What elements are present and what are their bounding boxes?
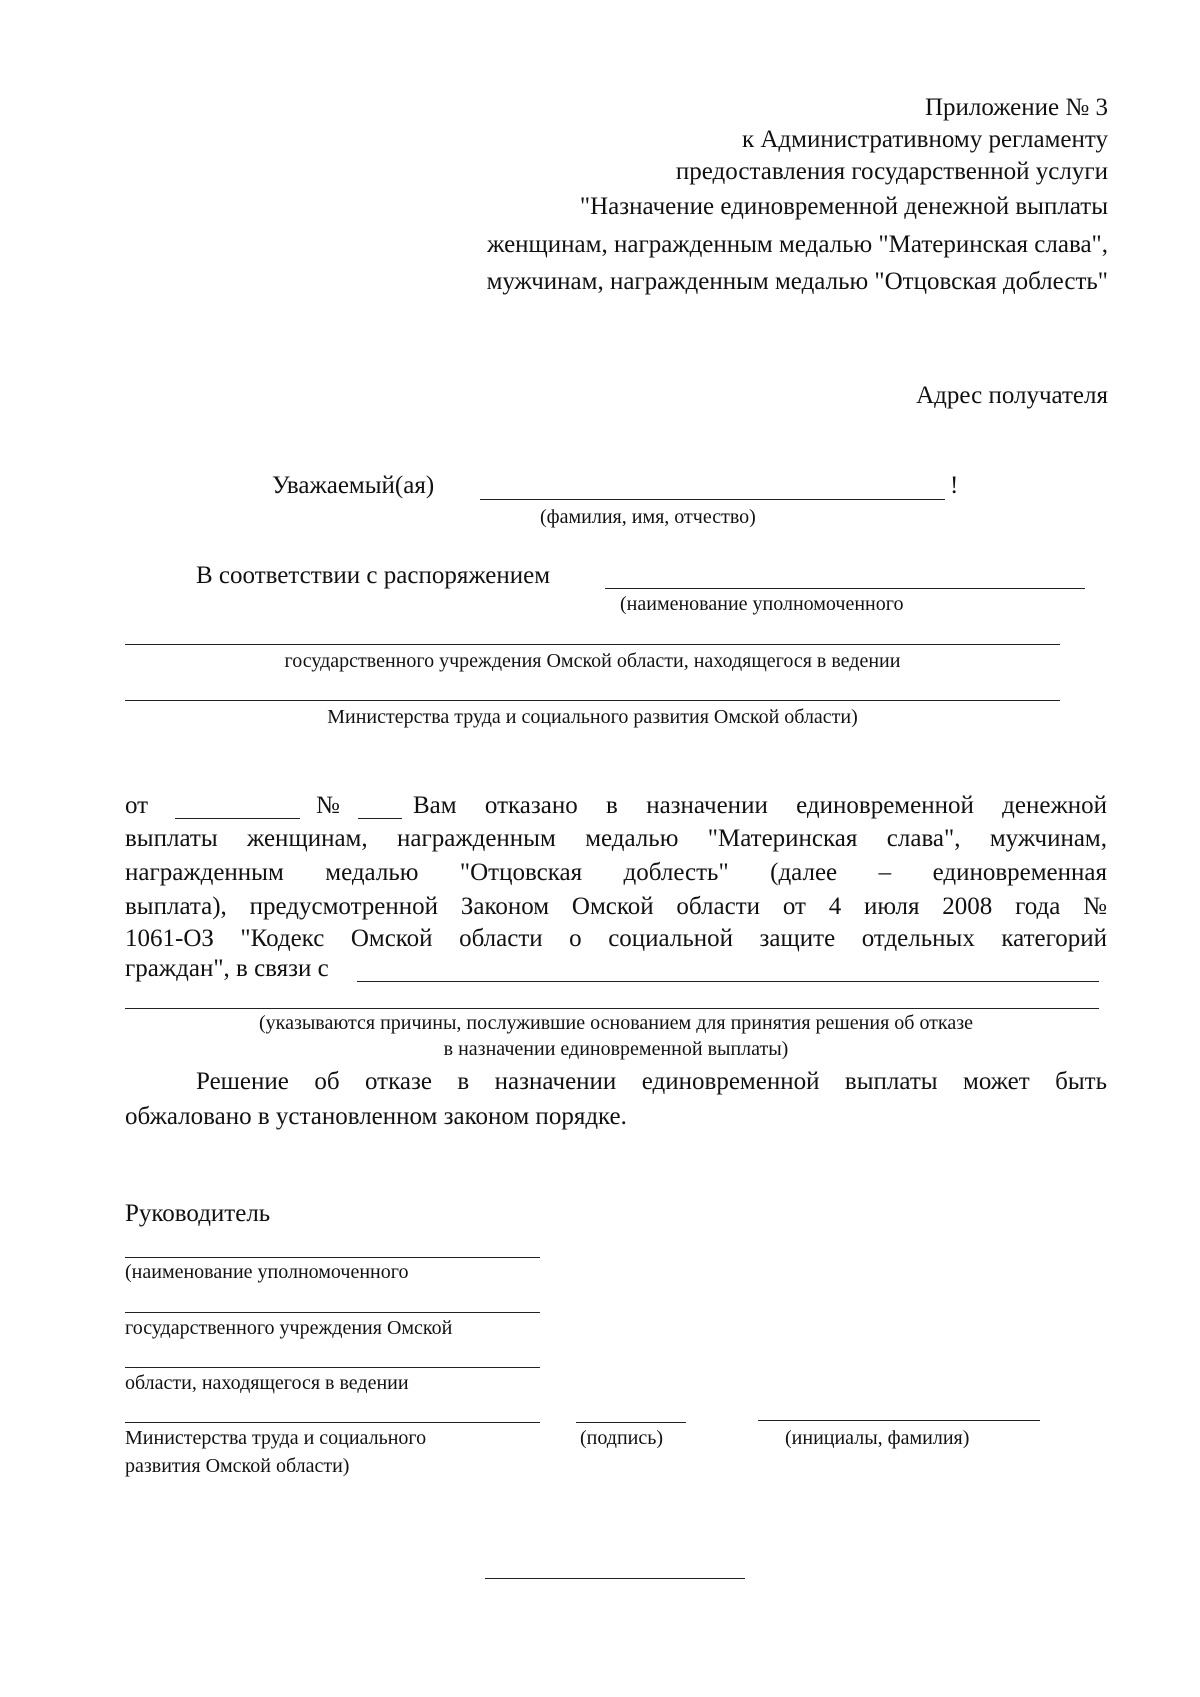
sig-org-line-1 xyxy=(125,1257,540,1258)
reason-fill-line xyxy=(357,981,1099,982)
body-number-sign: № xyxy=(316,792,340,819)
closing-separator xyxy=(485,1578,745,1579)
body-line-2: выплаты женщинам, награжденным медалью "Материнская слава", мужчинам, xyxy=(125,825,1107,852)
appeal-line-2: обжаловано в установленном законом порядке. xyxy=(125,1103,627,1130)
signature-title: Руководитель xyxy=(125,1200,271,1227)
order-hint-1: (наименование уполномоченного xyxy=(620,593,904,615)
sig-org-2: государственного учреждения Омской xyxy=(125,1317,453,1339)
name-sign-hint: (инициалы, фамилия) xyxy=(785,1427,970,1449)
sign-hint: (подпись) xyxy=(580,1427,664,1449)
reason-hint-2: в назначении единовременной выплаты) xyxy=(443,1038,789,1060)
sig-org-1: (наименование уполномоченного xyxy=(125,1261,409,1283)
order-fill-line xyxy=(605,588,1085,589)
body-line-5: 1061-ОЗ "Кодекс Омской области о социальной защите отдельных категорий xyxy=(125,925,1107,952)
header-line-2: к Административному регламенту xyxy=(741,126,1108,153)
body-line-4: выплата), предусмотренной Законом Омской области от 4 июля 2008 года № xyxy=(125,893,1107,920)
body-line-3: награжденным медалью "Отцовская доблесть" (далее – единовременная xyxy=(125,859,1107,886)
reason-fill-line-2 xyxy=(125,1008,1099,1009)
order-hint-3: Министерства труда и социального развития Омской области) xyxy=(327,706,858,728)
sig-org-line-4 xyxy=(125,1422,540,1423)
sig-org-4: Министерства труда и социального xyxy=(125,1427,427,1449)
body-from: от xyxy=(125,792,149,819)
header-line-5: женщинам, награжденным медалью "Материнская слава", xyxy=(487,231,1108,258)
order-fill-line-2 xyxy=(125,644,1060,645)
sig-org-3: области, находящегося в ведении xyxy=(125,1372,409,1394)
greeting-prefix: Уважаемый(ая) xyxy=(272,472,435,499)
name-hint: (фамилия, имя, отчество) xyxy=(540,506,756,528)
order-fill-line-3 xyxy=(125,700,1060,701)
header-line-1: Приложение № 3 xyxy=(924,94,1108,121)
body-line-6: граждан", в связи с xyxy=(125,955,329,982)
appeal-line-1: Решение об отказе в назначении единовременной выплаты может быть xyxy=(196,1068,1107,1095)
greeting-suffix: ! xyxy=(950,472,959,499)
order-prefix: В соответствии с распоряжением xyxy=(196,562,551,589)
sig-org-line-2 xyxy=(125,1312,540,1313)
number-fill-line xyxy=(358,818,402,819)
name-sign-fill-line xyxy=(758,1420,1040,1421)
header-line-3: предоставления государственной услуги xyxy=(675,158,1108,185)
order-hint-2: государственного учреждения Омской области, находящегося в ведении xyxy=(284,650,901,672)
recipient-address: Адрес получателя xyxy=(916,382,1108,409)
header-line-6: мужчинам, награжденным медалью "Отцовская доблесть" xyxy=(486,268,1108,295)
header-line-4: "Назначение единовременной денежной выплаты xyxy=(579,193,1108,220)
name-fill-line xyxy=(480,499,945,500)
date-fill-line xyxy=(175,818,300,819)
sign-fill-line xyxy=(576,1422,686,1423)
body-line-1-text: Вам отказано в назначении единовременной денежной xyxy=(413,792,1107,819)
sig-org-5: развития Омской области) xyxy=(125,1455,350,1477)
sig-org-line-3 xyxy=(125,1367,540,1368)
reason-hint-1: (указываются причины, послужившие основанием для принятия решения об отказе xyxy=(259,1012,973,1034)
